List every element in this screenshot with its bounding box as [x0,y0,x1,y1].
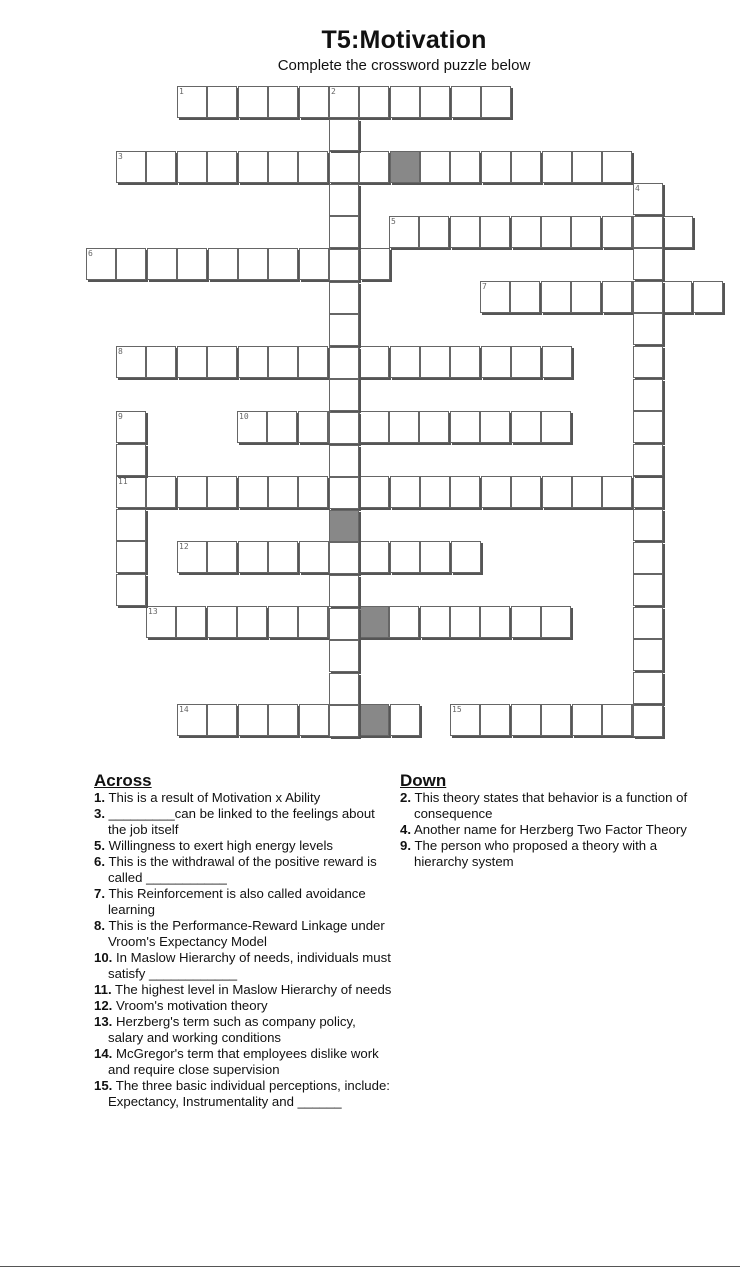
crossword-cell[interactable] [329,379,359,411]
crossword-cell[interactable] [298,346,328,378]
across-clue-1 [94,790,394,806]
crossword-cell[interactable] [146,606,176,638]
crossword-cell[interactable] [208,248,238,280]
clue-number-label: 8 [118,347,123,356]
crossword-cell[interactable] [329,673,359,705]
crossword-cell[interactable] [420,541,450,573]
crossword-cell[interactable] [329,249,359,281]
crossword-cell[interactable] [511,704,541,736]
crossword-cell[interactable] [419,216,449,248]
crossword-cell[interactable] [450,216,480,248]
crossword-cell[interactable] [633,476,663,508]
crossword-cell[interactable] [359,476,389,508]
clue-number-label: 10 [239,412,249,421]
crossword-cell[interactable] [359,151,389,183]
crossword-cell[interactable] [329,151,359,183]
crossword-cell[interactable] [207,476,237,508]
clue-number-label: 3 [118,152,123,161]
crossword-cell[interactable] [298,476,328,508]
crossword-cell[interactable] [268,248,298,280]
clue-text: Another name for Herzberg Two Factor Theory [413,822,687,837]
crossword-cell[interactable] [572,704,602,736]
crossword-cell[interactable] [207,606,237,638]
crossword-cell[interactable] [511,411,541,443]
clue-text: This theory states that behavior is a function of consequence [414,790,691,821]
crossword-cell[interactable] [298,411,328,443]
crossword-cell[interactable] [541,411,571,443]
clue-text: This is the withdrawal of the positive reward is called ___________ [108,854,381,885]
clue-number-label: 13 [148,607,158,616]
crossword-cell[interactable] [633,216,663,248]
crossword-cell[interactable] [268,541,298,573]
across-clue-11 [94,982,394,998]
clue-text: In Maslow Hierarchy of needs, individuals must satisfy ____________ [108,950,395,981]
crossword-cell[interactable] [329,216,359,248]
crossword-cell[interactable] [238,476,268,508]
crossword-cell[interactable] [207,541,237,573]
crossword-cell[interactable] [329,542,359,574]
clue-text: This is the Performance-Reward Linkage under Vroom's Expectancy Model [108,918,389,949]
clue-text: Herzberg's term such as company policy, salary and working conditions [108,1014,360,1045]
crossword-cell[interactable] [329,184,359,216]
clue-text: The three basic individual perceptions, include: Expectancy, Instrumentality and ______ [108,1078,394,1109]
crossword-cell[interactable] [420,151,450,183]
crossword-cell[interactable] [633,444,663,476]
crossword-cell[interactable] [116,476,146,508]
crossword-cell[interactable] [238,541,268,573]
clue-text: This Reinforcement is also called avoidance learning [108,886,370,917]
crossword-cell[interactable] [389,606,419,638]
crossword-cell[interactable] [541,704,571,736]
crossword-cell[interactable] [359,541,389,573]
crossword-cell[interactable] [450,151,480,183]
crossword-cell[interactable] [359,411,389,443]
down-clue-9 [400,838,700,870]
down-heading: Down [400,771,447,790]
crossword-cell[interactable] [207,346,237,378]
crossword-cell[interactable] [329,86,359,118]
across-clue-5 [94,838,394,854]
page-title: T5:Motivation [321,26,487,54]
across-clue-7 [94,886,394,918]
crossword-cell[interactable] [268,606,298,638]
clue-text: Vroom's motivation theory [116,998,268,1013]
crossword-cell[interactable] [177,248,207,280]
page-divider [0,1266,740,1267]
clue-number: 1. [94,790,105,805]
crossword-cell[interactable] [390,541,420,573]
crossword-cell[interactable] [571,216,601,248]
crossword-cell[interactable] [268,151,298,183]
crossword-cell[interactable] [633,705,663,737]
crossword-cell[interactable] [602,476,632,508]
crossword-cell[interactable] [693,281,723,313]
crossword-cell[interactable] [662,281,692,313]
clue-text: The person who proposed a theory with a hierarchy system [414,838,661,869]
crossword-cell[interactable] [268,346,298,378]
crossword-cell[interactable] [541,606,571,638]
crossword-cell[interactable] [86,248,116,280]
crossword-cell[interactable] [329,477,359,509]
across-clue-14 [94,1046,394,1078]
crossword-cell[interactable] [116,444,146,476]
clue-number-label: 11 [118,477,128,487]
crossword-cell[interactable] [663,216,693,248]
down-clues [400,772,700,870]
crossword-cell[interactable] [267,411,297,443]
crossword-cell[interactable] [480,606,510,638]
crossword-cell[interactable] [450,704,480,736]
crossword-cell[interactable] [419,411,449,443]
crossword-cell[interactable] [633,509,663,541]
crossword-cell[interactable] [450,476,480,508]
crossword-cell[interactable] [511,606,541,638]
crossword-cell[interactable] [116,574,146,606]
crossword-cell[interactable] [602,216,632,248]
crossword-cell[interactable] [541,281,571,313]
crossword-cell[interactable] [633,574,663,606]
clue-number: 3. [94,806,105,821]
crossword-cell[interactable] [207,151,237,183]
clue-text: _________can be linked to the feelings about the job itself [108,806,379,837]
crossword-cell[interactable] [390,476,420,508]
crossword-cell[interactable] [238,704,268,736]
crossword-cell[interactable] [602,151,632,183]
crossword-cell[interactable] [511,346,541,378]
clue-number-label: 14 [179,705,189,714]
clue-number: 11. [94,982,112,997]
crossword-cell[interactable] [116,248,146,280]
crossword-cell[interactable] [451,541,481,573]
crossword-cell[interactable] [481,86,511,118]
crossword-cell[interactable] [420,86,450,118]
clue-number: 7. [94,886,105,901]
crossword-cell[interactable] [542,346,572,378]
crossword-cell[interactable] [390,346,420,378]
crossword-cell[interactable] [389,411,419,443]
clue-number: 8. [94,918,105,933]
crossword-cell[interactable] [633,281,663,313]
crossword-cell[interactable] [572,476,602,508]
crossword-cell[interactable] [299,704,329,736]
clue-text: McGregor's term that employees dislike work and require close supervision [108,1046,383,1077]
crossword-cell[interactable] [420,346,450,378]
across-clue-12 [94,998,394,1014]
crossword-cell[interactable] [633,672,663,704]
crossword-cell[interactable] [480,281,510,313]
across-clue-8 [94,918,394,950]
crossword-cell[interactable] [299,248,329,280]
crossword-cell[interactable] [147,248,177,280]
across-clue-6 [94,854,394,886]
crossword-cell[interactable] [146,346,176,378]
clue-number: 14. [94,1046,113,1061]
crossword-cell[interactable] [633,183,663,215]
across-clue-13 [94,1014,394,1046]
crossword-cell[interactable] [329,282,359,314]
crossword-cell[interactable] [633,346,663,378]
crossword-cell[interactable] [633,313,663,345]
crossword-cell[interactable] [329,640,359,672]
crossword-cell[interactable] [238,151,268,183]
clue-number: 10. [94,950,113,965]
clue-number-label: 7 [482,282,487,291]
crossword-cell[interactable] [177,476,207,508]
crossword-cell[interactable] [329,119,359,151]
across-clue-15 [94,1078,394,1110]
clue-number-label: 2 [331,87,336,96]
clue-number: 12. [94,998,113,1013]
crossword-cell[interactable] [268,704,298,736]
crossword-cell[interactable] [116,411,146,443]
clue-text: This is a result of Motivation x Ability [108,790,321,805]
crossword-cell[interactable] [511,151,541,183]
across-clue-3 [94,806,394,838]
crossword-cell[interactable] [633,379,663,411]
crossword-cell[interactable] [177,86,207,118]
crossword-cell[interactable] [360,248,390,280]
down-clue-4 [400,822,700,838]
crossword-cell[interactable] [238,346,268,378]
crossword-cell[interactable] [329,575,359,607]
clue-number: 9. [400,838,411,853]
across-clue-10 [94,950,394,982]
crossword-cell[interactable] [177,704,207,736]
crossword-cell[interactable] [542,151,572,183]
clue-number: 2. [400,790,411,805]
clue-number: 13. [94,1014,113,1029]
crossword-cell[interactable] [329,347,359,379]
crossword-cell[interactable] [390,704,420,736]
clue-number-label: 4 [635,184,640,193]
crossword-cell[interactable] [177,151,207,183]
crossword-cell[interactable] [602,281,632,313]
crossword-cell[interactable] [329,705,359,737]
crossword-cell[interactable] [633,607,663,639]
crossword-cell[interactable] [298,606,328,638]
crossword-cell[interactable] [116,541,146,573]
crossword-cell[interactable] [451,86,481,118]
crossword-cell[interactable] [420,476,450,508]
crossword-cell[interactable] [299,86,329,118]
crossword-cell[interactable] [298,151,328,183]
crossword-cell[interactable] [146,476,176,508]
clue-text: Willingness to exert high energy levels [108,838,333,853]
crossword-cell[interactable] [176,606,206,638]
clue-number: 4. [400,822,411,837]
crossword-cell[interactable] [481,151,511,183]
crossword-cell[interactable] [633,639,663,671]
crossword-cell[interactable] [572,151,602,183]
crossword-cell[interactable] [633,248,663,280]
crossword-cell[interactable] [602,704,632,736]
crossword-cell[interactable] [633,542,663,574]
crossword-cell[interactable] [116,346,146,378]
crossword-cell[interactable] [480,216,510,248]
crossword-cell[interactable] [633,411,663,443]
crossword-cell[interactable] [359,86,389,118]
crossword-cell[interactable] [542,476,572,508]
crossword-cell[interactable] [481,346,511,378]
clue-number-label: 5 [391,217,396,226]
crossword-cell[interactable] [511,216,541,248]
crossword-cell[interactable] [177,541,207,573]
crossword-cell[interactable] [177,346,207,378]
crossword-cell[interactable] [116,151,146,183]
crossword-cell[interactable] [359,346,389,378]
crossword-cell[interactable] [450,411,480,443]
crossword-cell[interactable] [238,86,268,118]
crossword-cell[interactable] [541,216,571,248]
clue-number-label: 1 [179,87,184,96]
crossword-cell[interactable] [390,86,420,118]
clue-number-label: 12 [179,542,189,551]
clue-number: 5. [94,838,105,853]
crossword-cell[interactable] [329,445,359,477]
clue-number-label: 6 [88,249,93,258]
crossword-cell[interactable] [329,314,359,346]
clue-text: The highest level in Maslow Hierarchy of needs [115,982,392,997]
crossword-cell[interactable] [268,476,298,508]
crossword-cell[interactable] [510,281,540,313]
crossword-block [329,510,359,542]
crossword-cell[interactable] [389,216,419,248]
across-clues [94,772,394,1110]
crossword-cell[interactable] [237,411,267,443]
crossword-cell[interactable] [450,346,480,378]
crossword-cell[interactable] [571,281,601,313]
crossword-cell[interactable] [207,86,237,118]
across-heading: Across [94,771,152,790]
crossword-block [359,606,389,638]
crossword-cell[interactable] [481,476,511,508]
clue-number-label: 15 [452,705,462,714]
crossword-block [390,151,420,183]
crossword-cell[interactable] [207,704,237,736]
crossword-cell[interactable] [268,86,298,118]
crossword-cell[interactable] [450,606,480,638]
page-subtitle: Complete the crossword puzzle below [277,57,531,74]
clue-number: 6. [94,854,105,869]
crossword-cell[interactable] [480,704,510,736]
crossword-cell[interactable] [146,151,176,183]
crossword-block [359,704,389,736]
crossword-cell[interactable] [329,412,359,444]
clue-number: 15. [94,1078,113,1093]
clue-number-label: 9 [118,412,123,421]
crossword-cell[interactable] [480,411,510,443]
crossword-cell[interactable] [420,606,450,638]
crossword-cell[interactable] [329,608,359,640]
crossword-cell[interactable] [116,509,146,541]
crossword-cell[interactable] [237,606,267,638]
crossword-cell[interactable] [238,248,268,280]
down-clue-2 [400,790,700,822]
crossword-cell[interactable] [299,541,329,573]
crossword-cell[interactable] [511,476,541,508]
